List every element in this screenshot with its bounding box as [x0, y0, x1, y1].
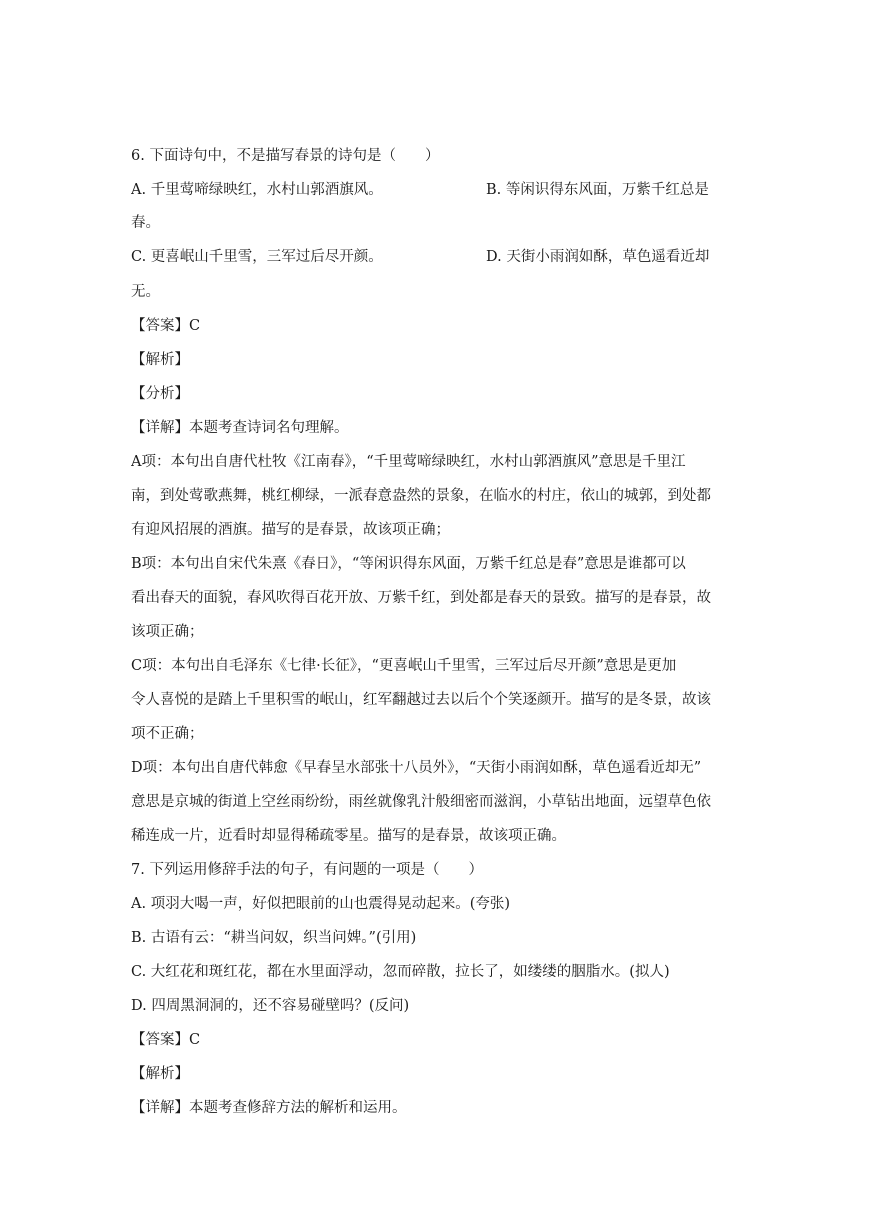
- q6-explain-line: 有迎风招展的酒旗。描写的是春景，故该项正确；: [131, 522, 450, 538]
- q7-option-a: A. 项羽大喝一声，好似把眼前的山也震得晃动起来。(夸张): [131, 896, 511, 912]
- q6-option-b-continued: 春。: [131, 215, 160, 231]
- q7-detail-heading: 【详解】本题考查修辞方法的解析和运用。: [131, 1100, 407, 1116]
- q7-option-d: D. 四周黑洞洞的，还不容易碰壁吗？(反问): [131, 998, 410, 1014]
- q7-option-c: C. 大红花和斑红花，都在水里面浮动，忽而碎散，拉长了，如缕缕的胭脂水。(拟人): [131, 964, 670, 980]
- q7-answer: 【答案】C: [131, 1032, 201, 1048]
- q6-explain-line: 令人喜悦的是踏上千里积雪的岷山，红军翻越过去以后个个笑逐颜开。描写的是冬景，故该: [131, 692, 711, 708]
- q6-explain-line: 稀连成一片，近看时却显得稀疏零星。描写的是春景，故该项正确。: [131, 828, 566, 844]
- q6-explain-line: B项：本句出自宋代朱熹《春日》，“等闲识得东风面，万紫千红总是春”意思是谁都可以: [131, 556, 686, 572]
- q6-detail-heading: 【详解】本题考查诗词名句理解。: [131, 420, 349, 436]
- q7-analysis-heading: 【解析】: [131, 1066, 189, 1082]
- q6-stem: 6. 下面诗句中，不是描写春景的诗句是（ ）: [131, 148, 440, 164]
- q6-option-c: C. 更喜岷山千里雪，三军过后尽开颜。: [131, 249, 383, 265]
- q7-stem: 7. 下列运用修辞手法的句子，有问题的一项是（ ）: [131, 862, 483, 878]
- q6-fenxi-heading: 【分析】: [131, 386, 189, 402]
- q6-explain-line: 该项正确；: [131, 624, 204, 640]
- q6-explain-line: C项：本句出自毛泽东《七律·长征》，“更喜岷山千里雪，三军过后尽开颜”意思是更加: [131, 658, 677, 674]
- q6-answer: 【答案】C: [131, 318, 201, 334]
- q6-option-d: D. 天街小雨润如酥，草色遥看近却: [486, 249, 710, 265]
- q6-explain-line: D项：本句出自唐代韩愈《早春呈水部张十八员外》，“天街小雨润如酥，草色遥看近却无”: [131, 760, 702, 776]
- q6-explain-line: 项不正确；: [131, 726, 204, 742]
- q7-option-b: B. 古语有云：“耕当问奴，织当问婢。”(引用): [131, 930, 417, 946]
- q6-option-a: A. 千里莺啼绿映红，水村山郭酒旗风。: [131, 182, 383, 198]
- q6-explain-line: 意思是京城的街道上空丝雨纷纷，雨丝就像乳汁般细密而滋润，小草钻出地面，远望草色依: [131, 794, 711, 810]
- q6-option-d-continued: 无。: [131, 284, 160, 300]
- q6-option-b: B. 等闲识得东风面，万紫千红总是: [486, 182, 709, 198]
- q6-explain-line: 看出春天的面貌，春风吹得百花开放、万紫千红，到处都是春天的景致。描写的是春景，故: [131, 590, 711, 606]
- q6-analysis-heading: 【解析】: [131, 352, 189, 368]
- q6-explain-line: A项：本句出自唐代杜牧《江南春》，“千里莺啼绿映红，水村山郭酒旗风”意思是千里江: [131, 454, 686, 470]
- q6-explain-line: 南，到处莺歌燕舞，桃红柳绿，一派春意盎然的景象，在临水的村庄，依山的城郭，到处都: [131, 488, 711, 504]
